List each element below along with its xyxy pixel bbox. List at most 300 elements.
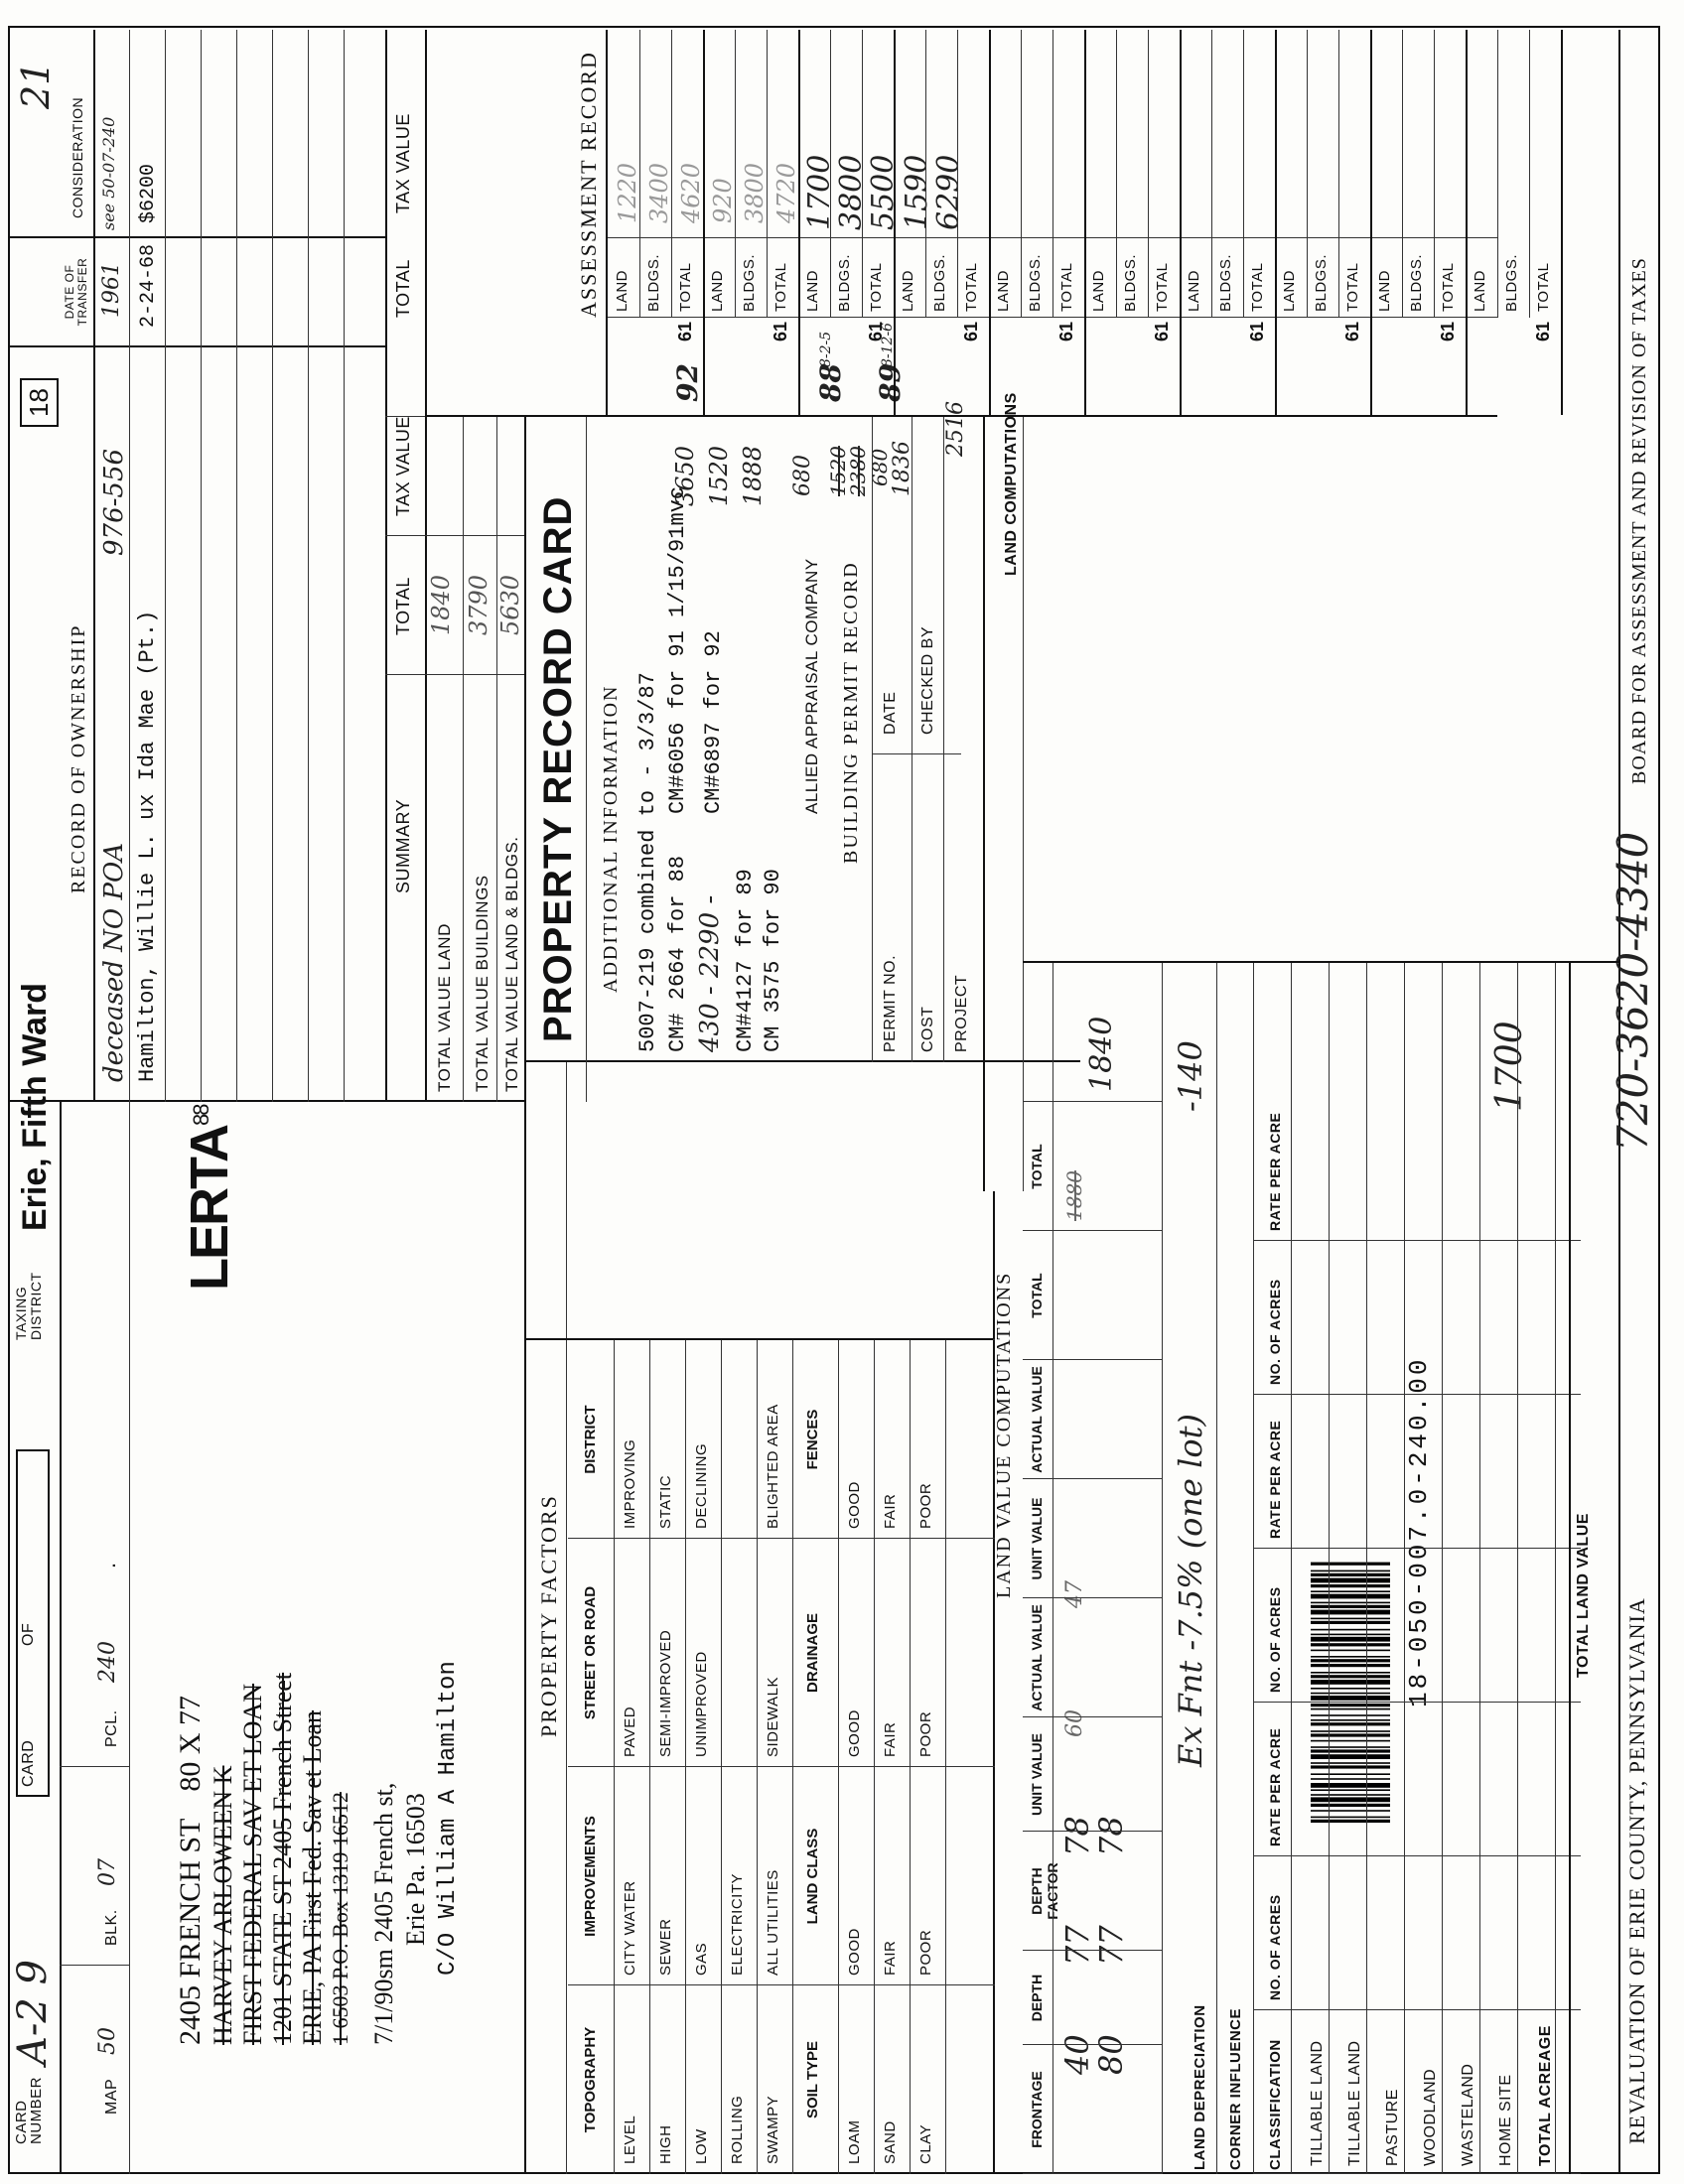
assessment-row-label: TOTAL bbox=[963, 262, 980, 312]
assessment-row-label: TOTAL bbox=[868, 262, 885, 312]
factor-item: IMPROVING bbox=[622, 1438, 638, 1529]
land-col-line bbox=[1023, 1230, 1162, 1231]
assessment-row-label: LAND bbox=[1090, 269, 1107, 312]
land-col-line bbox=[1023, 1950, 1162, 1951]
additional-line-3: CM#6056 for 91 1/15/91mvc bbox=[665, 485, 690, 814]
assessment-row-label: TOTAL bbox=[1249, 262, 1266, 312]
assessment-row-label: LAND bbox=[1472, 269, 1488, 312]
assessment-row-label: TOTAL bbox=[677, 262, 694, 312]
ownership-row-2-consideration: $6200 bbox=[137, 163, 160, 223]
land-row-1-total2: 1840 bbox=[1084, 1016, 1119, 1092]
land-depreciation-value: -140 bbox=[1172, 1040, 1209, 1112]
barcode-bar bbox=[1311, 1584, 1390, 1587]
factor-row-line bbox=[685, 1340, 686, 2174]
barcode-bar bbox=[1311, 1783, 1390, 1788]
barcode-bar bbox=[1311, 1618, 1390, 1620]
lerta-text: LERTA bbox=[180, 1126, 239, 1291]
assessment-row-line bbox=[671, 30, 672, 318]
struck-owner-2: FIRST FEDERAL SAV ET LOAN bbox=[238, 1683, 267, 2045]
assessment-faint-4: 920 bbox=[709, 178, 737, 223]
assessment-group-line bbox=[1180, 30, 1182, 415]
factor-row-line bbox=[614, 1340, 615, 2174]
barcode-bar bbox=[1311, 1765, 1390, 1768]
barcode-bar bbox=[1311, 1704, 1390, 1706]
factor-row-line bbox=[792, 1340, 793, 2174]
assessment-row-line bbox=[957, 30, 958, 318]
land-header: UNIT VALUE bbox=[1029, 1497, 1045, 1580]
barcode-bar bbox=[1311, 1578, 1390, 1583]
assessment-value-5: 6290 bbox=[931, 154, 966, 230]
assessment-faint-1: 1220 bbox=[614, 162, 641, 223]
barcode-bar bbox=[1311, 1650, 1390, 1652]
assessment-row-label: BLDGS. bbox=[1122, 253, 1139, 312]
blk-label: BLK. bbox=[103, 1909, 120, 1946]
assessment-row-line bbox=[830, 30, 831, 318]
land-header: FRONTAGE bbox=[1029, 2071, 1045, 2148]
factor-item: LEVEL bbox=[622, 2115, 638, 2164]
barcode-bar bbox=[1311, 1643, 1390, 1646]
page-box: 18 bbox=[20, 378, 59, 427]
assessment-group-line bbox=[1275, 30, 1277, 415]
barcode-bars bbox=[1311, 1350, 1390, 1827]
acre-row-line bbox=[1329, 963, 1330, 2174]
assessment-row-line bbox=[1529, 30, 1530, 318]
assessment-row-label: TOTAL bbox=[1440, 262, 1457, 312]
land-row-1-factor: 78 bbox=[1058, 1816, 1096, 1856]
assessment-mark: 61 bbox=[866, 321, 886, 341]
land-bottom-line bbox=[1569, 963, 1571, 2174]
barcode-bar bbox=[1311, 1610, 1390, 1615]
acre-col-line bbox=[1253, 1394, 1581, 1395]
barcode-bar bbox=[1311, 1602, 1390, 1604]
assessment-row-label: LAND bbox=[900, 269, 916, 312]
permit-no-label: PERMIT NO. bbox=[882, 954, 899, 1052]
factor-row-line bbox=[649, 1340, 650, 2174]
corner-number: 21 bbox=[14, 61, 58, 109]
barcode-bar bbox=[1311, 1778, 1390, 1780]
class-wasteland: WASTELAND bbox=[1460, 2063, 1476, 2166]
lerta-sup: 88 bbox=[189, 1105, 213, 1127]
barcode-bar bbox=[1311, 1634, 1390, 1636]
barcode-bar bbox=[1311, 1656, 1390, 1658]
factor-col-line bbox=[568, 1984, 995, 1985]
corner-influence-label: CORNER INFLUENCE bbox=[1227, 2007, 1244, 2170]
assessment-row-label: TOTAL bbox=[1058, 262, 1075, 312]
land-header-line bbox=[1052, 963, 1053, 2174]
additional-line-1: 5007-219 combined to - 3/3/87 bbox=[635, 672, 660, 1052]
barcode-bar bbox=[1311, 1563, 1390, 1566]
assessment-mark: 61 bbox=[771, 321, 790, 341]
assessment-row-label: TOTAL bbox=[1154, 262, 1171, 312]
card-box bbox=[16, 1449, 50, 1797]
assessment-row-label: BLDGS. bbox=[1408, 253, 1425, 312]
land-row-1-frontage: 40 bbox=[1058, 2034, 1096, 2075]
summary-row-land-total: 1840 bbox=[427, 574, 455, 635]
mailing-address-3: C/O William A Hamilton bbox=[435, 1661, 462, 1976]
factor-item: LOW bbox=[693, 2128, 710, 2164]
barcode-bar bbox=[1311, 1762, 1390, 1764]
additional-line-7: CM 3575 for 90 bbox=[761, 869, 785, 1052]
assessment-row-label: BLDGS. bbox=[931, 253, 948, 312]
barcode-bar bbox=[1311, 1594, 1390, 1599]
total-acreage-label: TOTAL ACREAGE bbox=[1537, 2025, 1554, 2166]
side-value-2: 1520 bbox=[705, 445, 733, 506]
factor-item: POOR bbox=[917, 1710, 934, 1757]
total-land-value-amount: 1700 bbox=[1489, 1021, 1530, 1112]
barcode-text: 18-050-007.0-240.00 bbox=[1404, 1356, 1434, 1707]
assessment-row-label: BLDGS. bbox=[1027, 253, 1044, 312]
side-value-4: 680 bbox=[790, 455, 815, 496]
assessment-mark: 61 bbox=[1438, 321, 1458, 341]
acre-row-line bbox=[1404, 963, 1405, 2174]
land-col-line bbox=[1023, 1359, 1162, 1360]
land-col-line bbox=[1023, 1831, 1162, 1832]
land-row-2-frontage: 80 bbox=[1092, 2034, 1130, 2075]
factor-item: SAND bbox=[882, 2120, 899, 2164]
ownership-row-1-consideration: see 50-07-240 bbox=[99, 116, 118, 230]
land-row-1-unit: 60 bbox=[1062, 1709, 1087, 1737]
factor-header: STREET OR ROAD bbox=[582, 1585, 599, 1720]
additional-line-4: 430 - 2290 - bbox=[695, 894, 725, 1052]
assessment-row-line bbox=[1052, 30, 1053, 318]
taxing-district-label: TAXING DISTRICT bbox=[13, 1272, 44, 1340]
acre-row-line bbox=[1555, 963, 1556, 2174]
mailing-address-2: Erie Pa. 16503 bbox=[401, 1793, 430, 1946]
barcode-bar bbox=[1311, 1789, 1390, 1791]
assessment-row-line bbox=[925, 30, 926, 318]
class-header-rate-2: RATE PER ACRE bbox=[1267, 1420, 1283, 1539]
assessment-row-line bbox=[1211, 30, 1212, 318]
barcode-bar bbox=[1311, 1696, 1390, 1701]
barcode-bar bbox=[1311, 1804, 1390, 1807]
land-right-border bbox=[1023, 961, 1618, 963]
pcl-suffix: . bbox=[95, 1562, 120, 1569]
permit-date-label: DATE bbox=[882, 691, 899, 735]
side-value-7: 680 bbox=[868, 448, 892, 486]
struck-owner-4: ERIE, PA First Fed. Sav et Loan bbox=[298, 1709, 327, 2045]
assessment-group-line bbox=[989, 30, 991, 415]
barcode-bar bbox=[1311, 1605, 1390, 1608]
barcode-bar bbox=[1311, 1773, 1390, 1775]
permit-project-label: PROJECT bbox=[953, 974, 970, 1052]
factor-item: CLAY bbox=[917, 2123, 934, 2164]
barcode-bar bbox=[1311, 1749, 1390, 1752]
class-header-acres-3: NO. OF ACRES bbox=[1267, 1279, 1283, 1385]
barcode-bar bbox=[1311, 1797, 1390, 1802]
ownership-row-2-date: 2-24-68 bbox=[137, 243, 160, 328]
assessment-mark: 61 bbox=[1056, 321, 1076, 341]
factor-item: SEWER bbox=[657, 1918, 674, 1976]
land-row-1-total: 1880 bbox=[1062, 1170, 1086, 1221]
assessment-value-2: 3800 bbox=[834, 154, 869, 230]
side-value-6: 2380 bbox=[846, 446, 870, 496]
assessment-row-line bbox=[862, 30, 863, 318]
factor-item: SEMI-IMPROVED bbox=[657, 1629, 674, 1757]
factor-header: SOIL TYPE bbox=[804, 2040, 821, 2119]
assessment-row-label: LAND bbox=[614, 269, 631, 312]
barcode-bar bbox=[1311, 1675, 1390, 1678]
land-col-line bbox=[1023, 2044, 1162, 2045]
building-permit-title: BUILDING PERMIT RECORD bbox=[840, 561, 862, 864]
assessment-value-4: 1590 bbox=[900, 154, 934, 230]
factor-item: GOOD bbox=[846, 1928, 863, 1976]
factor-item: ROLLING bbox=[729, 2095, 746, 2164]
map-value: 50 bbox=[95, 2027, 120, 2055]
barcode-bar bbox=[1311, 1733, 1390, 1736]
barcode-bar bbox=[1311, 1659, 1390, 1662]
factor-item: CITY WATER bbox=[622, 1880, 638, 1976]
footer-left: REVALUATION OF ERIE COUNTY, PENNSYLVANIA bbox=[1624, 1597, 1649, 2144]
factor-item: UNIMPROVED bbox=[693, 1651, 710, 1757]
barcode-bar bbox=[1311, 1708, 1390, 1710]
factor-row-line bbox=[757, 1340, 758, 2174]
assessment-mark: 61 bbox=[675, 321, 695, 341]
assessment-row-line bbox=[1243, 30, 1244, 318]
land-header: TOTAL bbox=[1029, 1144, 1045, 1189]
assessment-group-line bbox=[1466, 30, 1468, 415]
lot-dimensions: 80 X 77 bbox=[174, 1696, 207, 1792]
class-header-acres-1: NO. OF ACRES bbox=[1267, 1894, 1283, 2000]
class-tillable-1: TILLABLE LAND bbox=[1309, 2040, 1326, 2166]
barcode-bar bbox=[1311, 1590, 1390, 1592]
assessment-row-line bbox=[1338, 30, 1339, 318]
summary-row-bldgs-total: 3790 bbox=[465, 574, 492, 635]
factor-col-line bbox=[568, 1538, 995, 1539]
land-header: ACTUAL VALUE bbox=[1029, 1366, 1045, 1473]
factor-item: ELECTRICITY bbox=[729, 1872, 746, 1976]
summary-total-header: TOTAL bbox=[393, 577, 413, 635]
land-row-1-actual: 47 bbox=[1062, 1580, 1087, 1608]
assessment-total-header: TOTAL bbox=[393, 259, 413, 318]
assessment-row-label: LAND bbox=[995, 269, 1012, 312]
assessment-tax-header: TAX VALUE bbox=[393, 113, 413, 213]
assessment-faint-5: 3800 bbox=[741, 162, 769, 223]
barcode-bar bbox=[1311, 1570, 1390, 1572]
barcode-bar bbox=[1311, 1719, 1390, 1721]
permit-checked-label: CHECKED BY bbox=[919, 625, 936, 735]
additional-line-5: CM#6897 for 92 bbox=[701, 630, 726, 814]
factor-col-line bbox=[568, 1766, 995, 1767]
barcode-bar bbox=[1311, 1629, 1390, 1631]
assessment-row-label: BLDGS. bbox=[741, 253, 758, 312]
factor-item: FAIR bbox=[882, 1493, 899, 1529]
assessment-row-label: TOTAL bbox=[1535, 262, 1552, 312]
factor-item: FAIR bbox=[882, 1721, 899, 1757]
barcode-bar bbox=[1311, 1794, 1390, 1796]
struck-owner-3: 1201 STATE ST 2405 French Street bbox=[268, 1672, 297, 2045]
side-value-5: 1520 bbox=[826, 446, 850, 496]
footer-handwritten: 720-3620-4340 bbox=[1609, 831, 1657, 1152]
acre-col-line bbox=[1253, 1702, 1581, 1703]
ownership-row-1-date: 1961 bbox=[99, 262, 124, 318]
date-transfer-header: DATE OF TRANSFER bbox=[63, 257, 89, 327]
factor-row-line bbox=[945, 1340, 946, 2174]
assessment-mark: 61 bbox=[1533, 321, 1553, 341]
factor-header: DRAINAGE bbox=[804, 1613, 821, 1694]
assessment-mark: 61 bbox=[961, 321, 981, 341]
assessment-row-line bbox=[1434, 30, 1435, 318]
barcode-bar bbox=[1311, 1637, 1390, 1642]
summary-title: SUMMARY bbox=[393, 798, 413, 893]
lerta-stamp bbox=[179, 1106, 240, 1291]
acre-col-line bbox=[1253, 1855, 1581, 1856]
factor-row-line bbox=[838, 1340, 839, 2174]
acre-row-line bbox=[1517, 963, 1518, 2174]
assessment-mark: 61 bbox=[1152, 321, 1172, 341]
factor-item: PAVED bbox=[622, 1706, 638, 1757]
assessment-faint-3: 4620 bbox=[677, 162, 705, 223]
assessment-row-label: LAND bbox=[804, 269, 821, 312]
factor-header: DISTRICT bbox=[582, 1405, 599, 1474]
parcel-barcode bbox=[1311, 1350, 1390, 1827]
barcode-bar bbox=[1311, 1817, 1390, 1819]
summary-row-bldgs: TOTAL VALUE BUILDINGS bbox=[473, 875, 491, 1092]
ownership-row-1-owner: deceased NO POA bbox=[99, 842, 129, 1082]
summary-row-land: TOTAL VALUE LAND bbox=[435, 923, 454, 1092]
factor-header: IMPROVEMENTS bbox=[582, 1816, 599, 1937]
barcode-bar bbox=[1311, 1621, 1390, 1624]
factor-item: LOAM bbox=[846, 2119, 863, 2164]
factor-item: GOOD bbox=[846, 1709, 863, 1757]
barcode-bar bbox=[1311, 1730, 1390, 1732]
factor-item: ALL UTILITIES bbox=[765, 1869, 781, 1976]
land-header: DEPTH FACTOR bbox=[1029, 1862, 1060, 1920]
assessment-value-1: 1700 bbox=[802, 154, 837, 230]
class-header-rate-1: RATE PER ACRE bbox=[1267, 1727, 1283, 1846]
land-col-line bbox=[1023, 1101, 1162, 1102]
assessment-group-line bbox=[1370, 30, 1372, 415]
factor-item: POOR bbox=[917, 1482, 934, 1529]
assessment-title: ASSESSMENT RECORD bbox=[576, 51, 601, 318]
assessment-group-line bbox=[1084, 30, 1086, 415]
additional-info-title: ADDITIONAL INFORMATION bbox=[600, 684, 622, 993]
assessment-row-label: TOTAL bbox=[1344, 262, 1361, 312]
factor-item: STATIC bbox=[657, 1474, 674, 1529]
assessment-row-label: TOTAL bbox=[772, 262, 789, 312]
land-computations-side-title: LAND COMPUTATIONS bbox=[1003, 392, 1020, 576]
class-header-classification: CLASSIFICATION bbox=[1267, 2039, 1284, 2170]
allied-appraisal: ALLIED APPRAISAL COMPANY bbox=[802, 558, 821, 814]
land-col-line bbox=[1023, 1478, 1162, 1479]
barcode-bar bbox=[1311, 1810, 1390, 1812]
struck-po-box: 1 6503 P.O. Box 1319 16512 bbox=[328, 1792, 352, 2045]
assessment-mark: 61 bbox=[1247, 321, 1267, 341]
additional-line-6: CM#4127 for 89 bbox=[733, 869, 758, 1052]
barcode-bar bbox=[1311, 1722, 1390, 1725]
side-value-3: 1888 bbox=[739, 445, 767, 506]
footer-right: BOARD FOR ASSESSMENT AND REVISION OF TAXES bbox=[1628, 257, 1650, 784]
acre-row-line bbox=[1479, 963, 1480, 2174]
acre-col-line bbox=[1253, 1548, 1581, 1549]
land-row-line bbox=[1253, 963, 1254, 2174]
barcode-bar bbox=[1311, 1820, 1390, 1823]
ownership-title: RECORD OF OWNERSHIP bbox=[68, 623, 89, 893]
assessment-mark: 61 bbox=[1342, 321, 1362, 341]
additional-line-2: CM# 2664 for 88 bbox=[665, 855, 690, 1052]
factor-item: DECLINING bbox=[693, 1442, 710, 1529]
assessment-row-label: BLDGS. bbox=[1217, 253, 1234, 312]
blk-value: 07 bbox=[95, 1858, 120, 1886]
class-tillable-2: TILLABLE LAND bbox=[1346, 2040, 1363, 2166]
ownership-row-1-deed: 976-556 bbox=[99, 448, 129, 556]
class-pasture: PASTURE bbox=[1384, 2089, 1401, 2166]
assessment-row-label: BLDGS. bbox=[645, 253, 662, 312]
address-line bbox=[174, 1696, 208, 2045]
summary-row-both-total: 5630 bbox=[496, 574, 524, 635]
class-header-rate-3: RATE PER ACRE bbox=[1267, 1112, 1283, 1231]
property-record-title: PROPERTY RECORD CARD bbox=[536, 495, 580, 1042]
factor-item: BLIGHTED AREA bbox=[765, 1404, 781, 1529]
factor-item: GAS bbox=[693, 1942, 710, 1976]
card-label: CARD bbox=[20, 1739, 37, 1787]
side-value-9: 2516 bbox=[943, 401, 968, 457]
class-home-site: HOME SITE bbox=[1497, 2074, 1514, 2166]
land-header: DEPTH bbox=[1029, 1974, 1045, 2022]
class-header-acres-2: NO. OF ACRES bbox=[1267, 1586, 1283, 1693]
of-label: OF bbox=[20, 1622, 37, 1646]
assessment-row-label: LAND bbox=[709, 269, 726, 312]
assessment-year-92: 92 bbox=[671, 363, 704, 402]
assessment-faint-6: 4720 bbox=[772, 162, 800, 223]
assessment-row-label: LAND bbox=[1186, 269, 1202, 312]
land-row-2-factor: 78 bbox=[1092, 1816, 1130, 1856]
assessment-row-label: BLDGS. bbox=[1313, 253, 1330, 312]
assessment-group-line bbox=[703, 30, 705, 415]
map-label: MAP bbox=[103, 2078, 120, 2115]
barcode-bar bbox=[1311, 1754, 1390, 1759]
struck-owner-1: HARVEY ARLOWEEN K bbox=[209, 1765, 237, 2045]
assessment-row-label: BLDGS. bbox=[1503, 253, 1520, 312]
pcl-label: PCL. bbox=[103, 1709, 120, 1747]
side-value-8: 1836 bbox=[890, 441, 914, 496]
land-header: ACTUAL VALUE bbox=[1029, 1604, 1045, 1711]
factor-row-line bbox=[910, 1340, 911, 2174]
taxing-district-value: Erie, Fifth Ward bbox=[16, 983, 54, 1231]
assessment-row-line bbox=[767, 30, 768, 318]
factor-header: FENCES bbox=[804, 1409, 821, 1470]
barcode-bar bbox=[1311, 1693, 1390, 1695]
assessment-row-line bbox=[1116, 30, 1117, 318]
factor-item: HIGH bbox=[657, 2124, 674, 2164]
barcode-bar bbox=[1311, 1740, 1390, 1742]
assessment-year-88: 88 bbox=[814, 363, 847, 402]
card-number-label: CARD NUMBER bbox=[13, 2076, 45, 2144]
land-row-line bbox=[1216, 963, 1217, 2174]
barcode-bar bbox=[1311, 1672, 1390, 1674]
land-header: TOTAL bbox=[1029, 1273, 1045, 1318]
pcl-value: 240 bbox=[95, 1641, 120, 1683]
assessment-year-89: 89 bbox=[874, 363, 907, 402]
acre-col-line bbox=[1253, 2009, 1581, 2010]
assessment-row-line bbox=[1021, 30, 1022, 318]
summary-tax-header: TAX VALUE bbox=[393, 416, 413, 516]
side-value-1: 3650 bbox=[671, 445, 699, 506]
land-row-1-depth: 77 bbox=[1058, 1925, 1096, 1966]
card-number-value: A-2 9 bbox=[10, 1959, 56, 2065]
assessment-row-line bbox=[1307, 30, 1308, 318]
factor-item: SIDEWALK bbox=[765, 1677, 781, 1757]
acre-row-line bbox=[1442, 963, 1443, 2174]
assessment-group-line bbox=[1561, 30, 1563, 415]
assessment-group-line bbox=[894, 30, 896, 415]
land-col-line bbox=[1023, 2173, 1162, 2174]
assessment-row-line bbox=[1148, 30, 1149, 318]
mailing-address-1: 7/1/90sm 2405 French st, bbox=[369, 1782, 398, 2045]
assessment-row-label: LAND bbox=[1376, 269, 1393, 312]
barcode-bar bbox=[1311, 1573, 1390, 1576]
barcode-bar bbox=[1311, 1680, 1390, 1685]
acre-row-line bbox=[1291, 963, 1292, 2174]
